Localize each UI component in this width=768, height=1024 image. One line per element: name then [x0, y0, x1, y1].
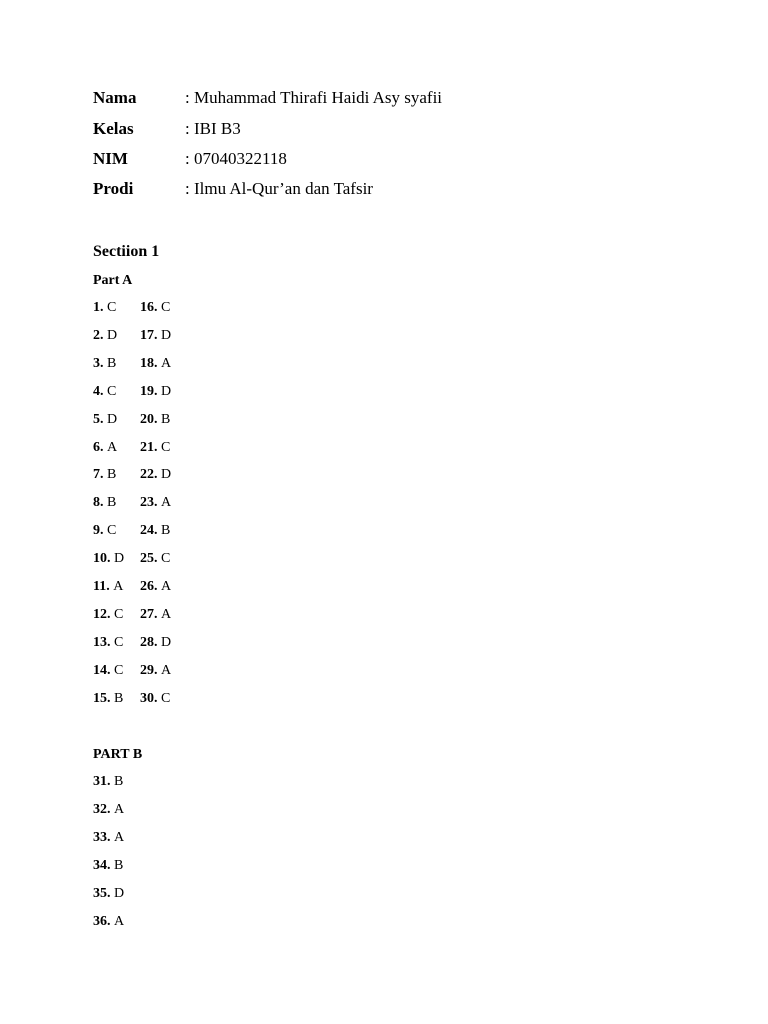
answer-item — [140, 634, 171, 652]
answer-item — [93, 606, 123, 624]
question-number: 33 — [93, 830, 107, 845]
answer-letter: A — [161, 663, 172, 678]
number-separator: . — [100, 328, 107, 343]
question-number: 32 — [93, 802, 107, 817]
question-number: 20 — [140, 412, 154, 427]
question-number: 22 — [140, 467, 154, 482]
answer-item — [93, 522, 116, 540]
number-separator: . — [107, 663, 114, 678]
number-separator: . — [154, 356, 161, 371]
question-number: 17 — [140, 328, 154, 343]
question-number: 4 — [93, 384, 100, 399]
answer-letter: B — [107, 467, 117, 482]
answer-item — [93, 439, 117, 457]
question-number: 28 — [140, 635, 154, 650]
info-label: Nama — [93, 88, 137, 107]
info-value: : 07040322118 — [185, 149, 287, 168]
question-number: 26 — [140, 579, 154, 594]
question-number: 30 — [140, 691, 154, 706]
number-separator: . — [154, 607, 161, 622]
answer-letter: B — [107, 356, 117, 371]
answer-letter: A — [161, 356, 172, 371]
answer-item — [93, 550, 124, 568]
question-number: 36 — [93, 914, 107, 929]
answer-letter: C — [161, 300, 171, 315]
number-separator: . — [100, 384, 107, 399]
answer-item — [93, 690, 123, 708]
number-separator: . — [154, 495, 161, 510]
answer-item — [140, 690, 170, 708]
number-separator: . — [107, 858, 114, 873]
question-number: 7 — [93, 467, 100, 482]
answer-letter: C — [114, 607, 124, 622]
answer-letter: D — [114, 886, 125, 901]
answer-letter: A — [107, 440, 118, 455]
number-separator: . — [100, 300, 107, 315]
question-number: 35 — [93, 886, 107, 901]
answer-letter: A — [161, 495, 172, 510]
answer-letter: B — [114, 691, 124, 706]
info-label: NIM — [93, 149, 128, 168]
question-number: 15 — [93, 691, 107, 706]
number-separator: . — [154, 579, 161, 594]
question-number: 10 — [93, 551, 107, 566]
question-number: 1 — [93, 300, 100, 315]
number-separator: . — [100, 412, 107, 427]
question-number: 18 — [140, 356, 154, 371]
question-number: 16 — [140, 300, 154, 315]
section-title: Sectiion 1 — [93, 243, 160, 260]
question-number: 2 — [93, 328, 100, 343]
answer-item — [140, 578, 171, 596]
info-label: Kelas — [93, 119, 134, 138]
answer-item — [93, 355, 116, 373]
number-separator: . — [107, 802, 114, 817]
number-separator: . — [100, 356, 107, 371]
number-separator: . — [107, 635, 114, 650]
question-number: 24 — [140, 523, 154, 538]
answer-letter: D — [161, 384, 172, 399]
answer-item — [140, 355, 171, 373]
question-number: 3 — [93, 356, 100, 371]
number-separator: . — [154, 440, 161, 455]
question-number: 31 — [93, 774, 107, 789]
answer-letter: C — [114, 663, 124, 678]
number-separator: . — [154, 523, 161, 538]
answer-letter: C — [107, 300, 117, 315]
answer-item — [140, 662, 171, 680]
number-separator: . — [154, 412, 161, 427]
number-separator: . — [106, 579, 114, 594]
answer-letter: D — [161, 467, 172, 482]
question-number: 25 — [140, 551, 154, 566]
number-separator: . — [100, 440, 107, 455]
number-separator: . — [107, 607, 114, 622]
question-number: 29 — [140, 663, 154, 678]
answer-letter: A — [161, 607, 172, 622]
answer-item — [140, 327, 171, 345]
answer-item — [93, 885, 124, 903]
answer-item — [140, 550, 170, 568]
answer-item — [93, 801, 124, 819]
number-separator: . — [100, 467, 107, 482]
answer-item — [93, 411, 117, 429]
info-value: : IBI B3 — [185, 119, 241, 138]
answer-item — [140, 606, 171, 624]
part-a-title: Part A — [93, 273, 133, 288]
answer-letter: A — [114, 802, 125, 817]
question-number: 13 — [93, 635, 107, 650]
answer-item — [140, 299, 170, 317]
answer-letter: C — [161, 440, 171, 455]
answer-item — [93, 662, 123, 680]
part-b-title: PART B — [93, 747, 143, 762]
answer-item — [93, 327, 117, 345]
answer-letter: A — [113, 579, 124, 594]
answer-item — [93, 299, 116, 317]
question-number: 27 — [140, 607, 154, 622]
answer-letter: C — [107, 384, 117, 399]
number-separator: . — [154, 384, 161, 399]
answer-letter: D — [161, 328, 172, 343]
answer-item — [140, 439, 170, 457]
answer-letter: B — [107, 495, 117, 510]
answer-letter: C — [114, 635, 124, 650]
answer-item — [93, 494, 116, 512]
question-number: 34 — [93, 858, 107, 873]
answer-letter: B — [114, 774, 124, 789]
number-separator: . — [154, 691, 161, 706]
number-separator: . — [100, 495, 107, 510]
number-separator: . — [107, 914, 114, 929]
number-separator: . — [154, 551, 161, 566]
question-number: 8 — [93, 495, 100, 510]
answer-item — [93, 773, 123, 791]
answer-letter: C — [161, 691, 171, 706]
answer-letter: B — [161, 523, 171, 538]
question-number: 6 — [93, 440, 100, 455]
answer-item — [140, 494, 171, 512]
answer-item — [140, 522, 170, 540]
question-number: 19 — [140, 384, 154, 399]
number-separator: . — [154, 328, 161, 343]
question-number: 5 — [93, 412, 100, 427]
question-number: 14 — [93, 663, 107, 678]
question-number: 23 — [140, 495, 154, 510]
answer-item — [140, 466, 171, 484]
answer-letter: D — [107, 328, 118, 343]
answer-item — [93, 829, 124, 847]
answer-letter: D — [114, 551, 125, 566]
number-separator: . — [107, 830, 114, 845]
number-separator: . — [154, 300, 161, 315]
answer-item — [93, 383, 116, 401]
answer-letter: D — [107, 412, 118, 427]
info-value: : Ilmu Al-Qur’an dan Tafsir — [185, 179, 373, 198]
number-separator: . — [107, 551, 114, 566]
answer-letter: D — [161, 635, 172, 650]
answer-item — [93, 857, 123, 875]
answer-item — [93, 913, 124, 931]
answer-letter: C — [161, 551, 171, 566]
info-value: : Muhammad Thirafi Haidi Asy syafii — [185, 88, 443, 107]
answer-letter: A — [114, 914, 125, 929]
answer-letter: B — [114, 858, 124, 873]
question-number: 12 — [93, 607, 107, 622]
number-separator: . — [154, 663, 161, 678]
info-label: Prodi — [93, 179, 134, 198]
number-separator: . — [107, 886, 114, 901]
answer-letter: B — [161, 412, 171, 427]
question-number: 11 — [93, 579, 107, 594]
number-separator: . — [107, 774, 114, 789]
number-separator: . — [154, 467, 161, 482]
question-number: 21 — [140, 440, 154, 455]
answer-letter: C — [107, 523, 117, 538]
answer-item — [93, 578, 123, 596]
number-separator: . — [154, 635, 161, 650]
answer-letter: A — [161, 579, 172, 594]
answer-item — [93, 466, 116, 484]
answer-item — [140, 383, 171, 401]
answer-letter: A — [114, 830, 125, 845]
answer-item — [140, 411, 170, 429]
question-number: 9 — [93, 523, 100, 538]
number-separator: . — [107, 691, 114, 706]
number-separator: . — [100, 523, 107, 538]
answer-item — [93, 634, 123, 652]
